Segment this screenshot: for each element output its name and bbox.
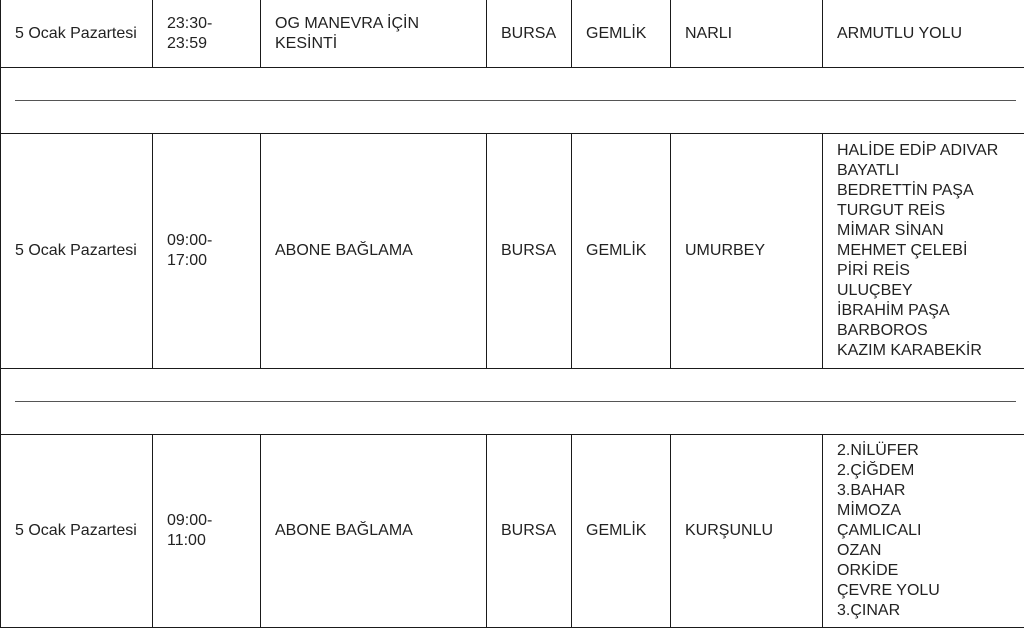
date-cell: 5 Ocak Pazartesi bbox=[1, 435, 153, 628]
table-row bbox=[1, 435, 1024, 628]
separator-row bbox=[1, 369, 1024, 435]
district-cell: GEMLİK bbox=[572, 435, 671, 628]
time-end: 17:00 bbox=[167, 252, 208, 269]
streets-cell bbox=[823, 0, 1024, 68]
street-name: BEDRETTİN PAŞA bbox=[837, 182, 974, 199]
reason-line: KESİNTİ bbox=[275, 34, 338, 52]
neighborhood-cell: UMURBEY bbox=[671, 134, 823, 369]
time-start: 09:00- bbox=[167, 232, 213, 249]
streets-cell bbox=[823, 134, 1024, 369]
street-name: 3.BAHAR bbox=[837, 482, 906, 499]
time-start: 23:30- bbox=[167, 14, 213, 32]
street-name: BARBOROS bbox=[837, 322, 928, 339]
street-name: TURGUT REİS bbox=[837, 202, 946, 219]
street-name: 2.ÇİĞDEM bbox=[837, 462, 915, 479]
street-name: MİMOZA bbox=[837, 502, 901, 519]
reason-line: ABONE BAĞLAMA bbox=[275, 522, 413, 539]
city-cell: BURSA bbox=[487, 435, 572, 628]
street-name: PİRİ REİS bbox=[837, 262, 910, 279]
time-cell bbox=[153, 0, 261, 68]
separator-rule bbox=[15, 100, 1016, 101]
street-name: ORKİDE bbox=[837, 562, 899, 579]
neighborhood-cell: KURŞUNLU bbox=[671, 435, 823, 628]
reason-line: OG MANEVRA İÇİN bbox=[275, 14, 420, 32]
reason-line: ABONE BAĞLAMA bbox=[275, 242, 413, 259]
time-start: 09:00- bbox=[167, 512, 213, 529]
district-cell: GEMLİK bbox=[572, 134, 671, 369]
table-row bbox=[1, 0, 1024, 68]
table-row bbox=[1, 134, 1024, 369]
time-cell bbox=[153, 435, 261, 628]
date-cell: 5 Ocak Pazartesi bbox=[1, 134, 153, 369]
separator-rule bbox=[15, 401, 1016, 402]
street-name: 2.NİLÜFER bbox=[837, 442, 919, 459]
city-cell: BURSA bbox=[487, 134, 572, 369]
reason-cell bbox=[261, 134, 487, 369]
street-name: İBRAHİM PAŞA bbox=[837, 302, 950, 319]
reason-cell bbox=[261, 0, 487, 68]
separator-cell bbox=[1, 369, 1024, 435]
time-cell bbox=[153, 134, 261, 369]
streets-cell bbox=[823, 435, 1024, 628]
neighborhood-cell: NARLI bbox=[671, 0, 823, 68]
separator-cell bbox=[1, 68, 1024, 134]
street-name: ÇEVRE YOLU bbox=[837, 582, 940, 599]
street-name: ÇAMLICALI bbox=[837, 522, 922, 539]
street-name: MEHMET ÇELEBİ bbox=[837, 242, 968, 259]
time-end: 11:00 bbox=[167, 532, 206, 549]
district-cell: GEMLİK bbox=[572, 0, 671, 68]
street-name: ARMUTLU YOLU bbox=[837, 24, 963, 42]
street-name: KAZIM KARABEKİR bbox=[837, 342, 982, 359]
street-name: HALİDE EDİP ADIVAR bbox=[837, 142, 999, 159]
street-name: MİMAR SİNAN bbox=[837, 222, 944, 239]
street-name: OZAN bbox=[837, 542, 882, 559]
street-name: 3.ÇINAR bbox=[837, 602, 901, 619]
date-cell: 5 Ocak Pazartesi bbox=[1, 0, 153, 68]
reason-cell bbox=[261, 435, 487, 628]
street-name: BAYATLI bbox=[837, 162, 900, 179]
city-cell: BURSA bbox=[487, 0, 572, 68]
time-end: 23:59 bbox=[167, 34, 208, 52]
street-name: ULUÇBEY bbox=[837, 282, 913, 299]
separator-row bbox=[1, 68, 1024, 134]
